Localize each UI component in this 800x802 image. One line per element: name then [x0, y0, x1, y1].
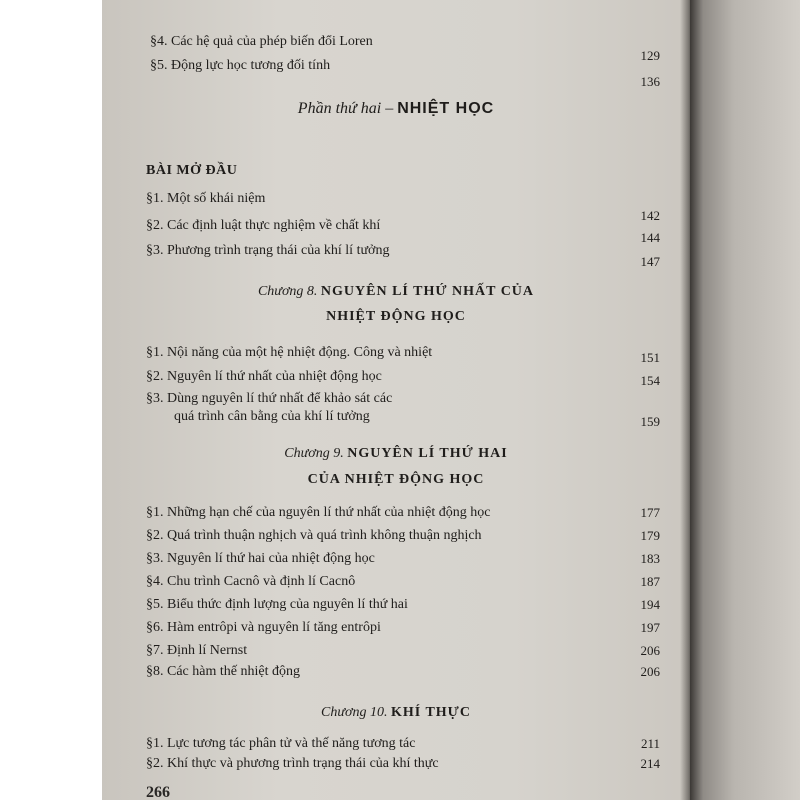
chapter-title: CỦA NHIỆT ĐỘNG HỌC — [307, 472, 485, 487]
chapter-title: NGUYÊN LÍ THỨ NHẤT CỦA — [320, 284, 535, 299]
toc-entry-label: §3. Phương trình trạng thái của khí lí tưởng — [146, 243, 390, 258]
toc-entry-label: §2. Khí thực và phương trình trạng thái của khí thực — [146, 756, 439, 771]
toc-entry-label: §1. Nội năng của một hệ nhiệt động. Công và nhiệt — [146, 345, 433, 360]
toc-entry-label: §5. Biểu thức định lượng của nguyên lí thứ hai — [146, 597, 408, 612]
toc-entry-page: 129 — [640, 48, 660, 63]
toc-entry-page: 214 — [640, 756, 660, 771]
toc-entry-label: §1. Một số khái niệm — [146, 191, 266, 206]
toc-entry-page: 179 — [640, 528, 660, 543]
facing-page-edge — [690, 0, 800, 800]
chapter-prefix: Chương 8. — [257, 284, 318, 299]
toc-entry-page: 136 — [640, 74, 660, 89]
toc-entry-label: §1. Lực tương tác phân tử và thế năng tương tác — [146, 736, 416, 751]
chapter-prefix: Chương 9. — [284, 446, 344, 461]
part-title: NHIỆT HỌC — [397, 100, 495, 117]
toc-entry-page: 147 — [640, 254, 660, 269]
toc-entry-page: 151 — [640, 350, 660, 365]
toc-entry-page: 206 — [640, 664, 660, 679]
chapter-title: NGUYÊN LÍ THỨ HAI — [347, 446, 508, 461]
section-title: BÀI MỞ ĐẦU — [146, 163, 238, 178]
chapter-heading-line2 — [102, 309, 690, 325]
chapter-title: KHÍ THỰC — [390, 705, 471, 720]
toc-entry-page: 154 — [640, 373, 660, 388]
part-prefix: Phần thứ hai — [297, 100, 382, 117]
part-dash: – — [381, 100, 398, 117]
chapter-title: NHIỆT ĐỘNG HỌC — [326, 309, 466, 324]
toc-entry-label: §4. Chu trình Cacnô và định lí Cacnô — [146, 574, 356, 589]
toc-entry-label: §8. Các hàm thế nhiệt động — [146, 664, 300, 679]
toc-entry-page: 177 — [640, 505, 660, 520]
chapter-heading — [102, 446, 690, 462]
toc-entry-page: 206 — [640, 643, 660, 658]
toc-entry-page: 194 — [640, 597, 660, 612]
toc-entry-label: quá trình cân bằng của khí lí tưởng — [174, 409, 370, 424]
toc-entry-label: §4. Các hệ quả của phép biến đổi Loren — [150, 34, 373, 49]
toc-entry-page: 142 — [640, 208, 660, 223]
toc-entry-page: 183 — [640, 551, 660, 566]
toc-entry-label: §3. Nguyên lí thứ hai của nhiệt động học — [146, 551, 375, 566]
chapter-heading — [102, 284, 690, 300]
toc-entry-label: §3. Dùng nguyên lí thứ nhất để khảo sát các — [146, 391, 393, 406]
part-heading — [102, 100, 690, 118]
toc-entry-label: §2. Quá trình thuận nghịch và quá trình không thuận nghịch — [146, 528, 482, 543]
toc-entry-label: §5. Động lực học tương đối tính — [150, 58, 331, 73]
toc-entry-page: 197 — [640, 620, 660, 635]
chapter-heading-line2 — [102, 472, 690, 488]
page-number: 266 — [146, 784, 170, 801]
toc-entry-page: 211 — [640, 736, 660, 751]
toc-entry-label: §2. Nguyên lí thứ nhất của nhiệt động học — [146, 369, 382, 384]
toc-entry-label: §6. Hàm entrôpi và nguyên lí tăng entrôpi — [146, 620, 381, 635]
chapter-prefix: Chương 10. — [321, 705, 388, 720]
toc-entry-label: §7. Định lí Nernst — [146, 643, 248, 658]
toc-entry-label: §2. Các định luật thực nghiệm về chất khí — [146, 218, 381, 233]
toc-entry-label: §1. Những hạn chế của nguyên lí thứ nhất của nhiệt động học — [146, 505, 491, 520]
toc-entry-page: 187 — [640, 574, 660, 589]
toc-entry-page: 144 — [640, 230, 660, 245]
chapter-heading — [102, 705, 690, 721]
book-page — [102, 0, 690, 800]
toc-entry-page: 159 — [640, 414, 660, 429]
